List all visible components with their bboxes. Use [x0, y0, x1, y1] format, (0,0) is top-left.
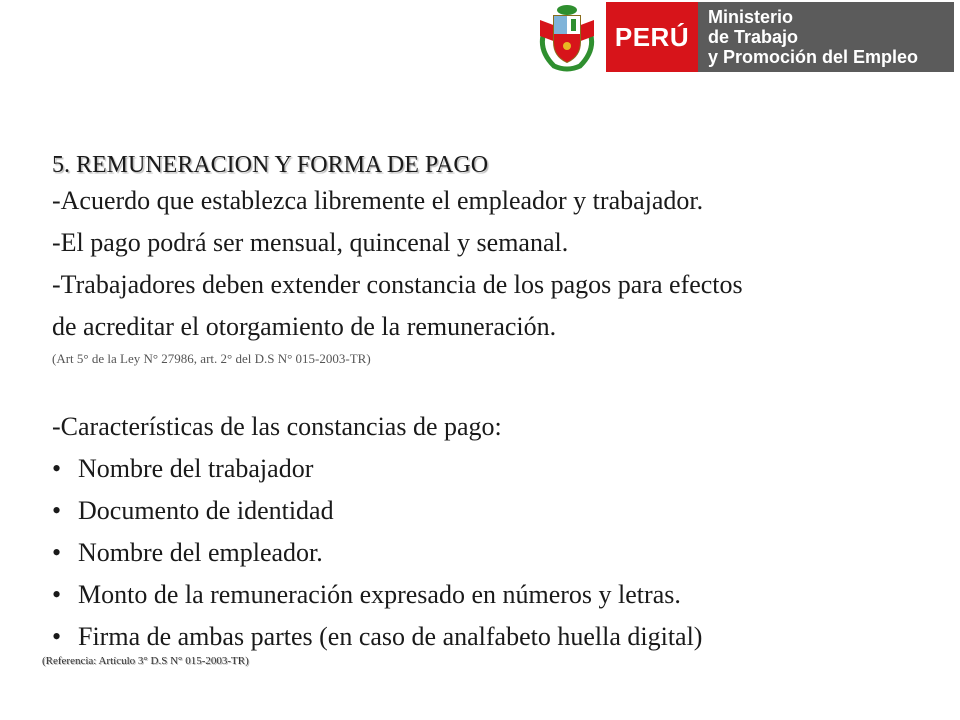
ministry-line: y Promoción del Empleo — [708, 47, 919, 67]
list-item — [52, 616, 932, 658]
paragraph: -Acuerdo que establezca libremente el empleador y trabajador. — [52, 186, 704, 215]
list-item — [52, 532, 932, 574]
characteristics-intro: -Características de las constancias de pago: — [52, 412, 502, 441]
list-item — [52, 490, 932, 532]
list-item-text: Nombre del empleador. — [78, 538, 323, 567]
bullet-icon: • — [52, 622, 62, 651]
list-item — [52, 448, 932, 490]
ministry-line: Ministerio — [708, 7, 794, 27]
main-content — [42, 150, 932, 668]
list-item-text: Firma de ambas partes (en caso de analfabeto huella digital) — [78, 622, 703, 651]
bullet-icon: • — [52, 580, 62, 609]
characteristics-list — [52, 448, 932, 658]
bullet-icon: • — [52, 538, 62, 567]
ministry-logo — [534, 0, 954, 74]
legal-reference-footer: (Referencia: Artículo 3° D.S N° 015-2003-TR) — [42, 655, 249, 667]
list-item-text: Monto de la remuneración expresado en números y letras. — [78, 580, 681, 609]
ministry-line: de Trabajo — [708, 27, 799, 47]
paragraph: -El pago podrá ser mensual, quincenal y semanal. — [52, 228, 569, 257]
paragraph: de acreditar el otorgamiento de la remuneración. — [52, 312, 557, 341]
ministry-name — [698, 2, 954, 72]
list-item — [52, 574, 932, 616]
section-heading: 5. REMUNERACION Y FORMA DE PAGO — [52, 152, 489, 178]
paragraph: -Trabajadores deben extender constancia de los pagos para efectos — [52, 270, 743, 299]
list-item-text: Documento de identidad — [78, 496, 334, 525]
list-item-text: Nombre del trabajador — [78, 454, 314, 483]
country-label: PERÚ — [606, 2, 698, 72]
legal-reference: (Art 5° de la Ley N° 27986, art. 2° del D.S N° 015-2003-TR) — [52, 351, 371, 366]
peru-coat-of-arms-icon — [534, 2, 600, 72]
bullet-icon: • — [52, 496, 62, 525]
bullet-icon: • — [52, 454, 62, 483]
